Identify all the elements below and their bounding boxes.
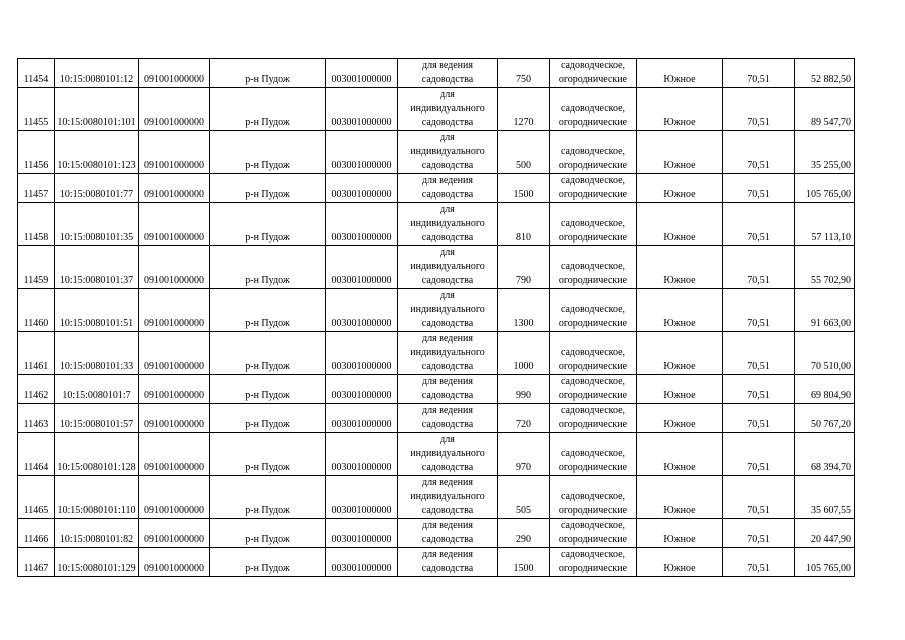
permitted-use-line: садоводства — [421, 390, 474, 401]
land-category-line: огороднические — [558, 318, 628, 329]
zone-name: Южное — [637, 88, 723, 131]
okato-code: 091001000000 — [139, 433, 210, 476]
land-category — [550, 246, 637, 289]
row-number: 11460 — [18, 289, 55, 332]
land-category-line: садоводческое, — [560, 405, 626, 416]
district-name: р-н Пудож — [210, 131, 326, 174]
oktmo-code: 003001000000 — [326, 131, 398, 174]
rate-value: 70,51 — [723, 375, 795, 404]
oktmo-code: 003001000000 — [326, 289, 398, 332]
permitted-use-line: для — [440, 434, 455, 445]
permitted-use — [398, 519, 498, 548]
cadastral-value: 57 113,10 — [795, 203, 855, 246]
table-row — [18, 88, 855, 131]
row-number: 11462 — [18, 375, 55, 404]
permitted-use-line: для ведения — [422, 549, 473, 560]
row-number: 11458 — [18, 203, 55, 246]
zone-name: Южное — [637, 332, 723, 375]
permitted-use — [398, 548, 498, 577]
oktmo-code: 003001000000 — [326, 59, 398, 88]
rate-value: 70,51 — [723, 131, 795, 174]
land-category-line: огороднические — [558, 74, 628, 85]
oktmo-code: 003001000000 — [326, 404, 398, 433]
land-category-line: садоводческое, — [560, 175, 626, 186]
table-body — [18, 59, 855, 577]
area-value: 1500 — [498, 548, 550, 577]
rate-value: 70,51 — [723, 246, 795, 289]
permitted-use-line: для ведения — [422, 376, 473, 387]
oktmo-code: 003001000000 — [326, 88, 398, 131]
land-category-line: садоводческое, — [560, 549, 626, 560]
cadastral-number: 10:15:0080101:35 — [55, 203, 139, 246]
row-number: 11459 — [18, 246, 55, 289]
permitted-use — [398, 174, 498, 203]
permitted-use-line: садоводства — [421, 232, 474, 243]
cadastral-value: 35 607,55 — [795, 476, 855, 519]
okato-code: 091001000000 — [139, 548, 210, 577]
zone-name: Южное — [637, 433, 723, 476]
land-category-line: огороднические — [558, 462, 628, 473]
row-number: 11465 — [18, 476, 55, 519]
permitted-use — [398, 203, 498, 246]
rate-value: 70,51 — [723, 289, 795, 332]
district-name: р-н Пудож — [210, 88, 326, 131]
area-value: 750 — [498, 59, 550, 88]
zone-name: Южное — [637, 289, 723, 332]
row-number: 11466 — [18, 519, 55, 548]
permitted-use-line: садоводства — [421, 318, 474, 329]
oktmo-code: 003001000000 — [326, 476, 398, 519]
land-category — [550, 332, 637, 375]
land-category — [550, 548, 637, 577]
district-name: р-н Пудож — [210, 59, 326, 88]
oktmo-code: 003001000000 — [326, 332, 398, 375]
permitted-use-line: для ведения — [422, 520, 473, 531]
okato-code: 091001000000 — [139, 131, 210, 174]
land-category-line: огороднические — [558, 160, 628, 171]
permitted-use — [398, 59, 498, 88]
area-value: 970 — [498, 433, 550, 476]
land-category-line: садоводческое, — [560, 146, 626, 157]
row-number: 11457 — [18, 174, 55, 203]
rate-value: 70,51 — [723, 404, 795, 433]
land-category-line: садоводческое, — [560, 60, 626, 71]
table-row — [18, 476, 855, 519]
row-number: 11454 — [18, 59, 55, 88]
area-value: 1270 — [498, 88, 550, 131]
land-category-line: огороднические — [558, 419, 628, 430]
permitted-use — [398, 375, 498, 404]
permitted-use-line: садоводства — [421, 189, 474, 200]
zone-name: Южное — [637, 246, 723, 289]
permitted-use — [398, 131, 498, 174]
cadastral-value: 68 394,70 — [795, 433, 855, 476]
district-name: р-н Пудож — [210, 433, 326, 476]
permitted-use-line: для ведения — [422, 60, 473, 71]
rate-value: 70,51 — [723, 59, 795, 88]
land-category — [550, 519, 637, 548]
district-name: р-н Пудож — [210, 375, 326, 404]
permitted-use-line: для ведения — [422, 333, 473, 344]
cadastral-number: 10:15:0080101:57 — [55, 404, 139, 433]
cadastral-value: 55 702,90 — [795, 246, 855, 289]
permitted-use-line: садоводства — [421, 534, 474, 545]
district-name: р-н Пудож — [210, 519, 326, 548]
table-row — [18, 433, 855, 476]
permitted-use — [398, 404, 498, 433]
permitted-use-line: садоводства — [421, 160, 474, 171]
land-category — [550, 88, 637, 131]
cadastral-number: 10:15:0080101:82 — [55, 519, 139, 548]
permitted-use-line: для ведения — [422, 405, 473, 416]
cadastral-value: 20 447,90 — [795, 519, 855, 548]
table-row — [18, 332, 855, 375]
area-value: 1300 — [498, 289, 550, 332]
permitted-use-line: индивидуального — [410, 103, 485, 114]
permitted-use-line: садоводства — [421, 275, 474, 286]
permitted-use-line: для — [440, 89, 455, 100]
area-value: 500 — [498, 131, 550, 174]
cadastral-value: 105 765,00 — [795, 548, 855, 577]
rate-value: 70,51 — [723, 519, 795, 548]
land-category-line: садоводческое, — [560, 261, 626, 272]
cadastral-number: 10:15:0080101:110 — [55, 476, 139, 519]
rate-value: 70,51 — [723, 548, 795, 577]
table-row — [18, 519, 855, 548]
land-parcel-table — [17, 58, 855, 577]
okato-code: 091001000000 — [139, 174, 210, 203]
oktmo-code: 003001000000 — [326, 375, 398, 404]
zone-name: Южное — [637, 203, 723, 246]
land-category — [550, 476, 637, 519]
land-category-line: огороднические — [558, 117, 628, 128]
zone-name: Южное — [637, 476, 723, 519]
cadastral-value: 91 663,00 — [795, 289, 855, 332]
row-number: 11463 — [18, 404, 55, 433]
district-name: р-н Пудож — [210, 404, 326, 433]
okato-code: 091001000000 — [139, 476, 210, 519]
permitted-use-line: для — [440, 132, 455, 143]
okato-code: 091001000000 — [139, 203, 210, 246]
oktmo-code: 003001000000 — [326, 433, 398, 476]
cadastral-value: 52 882,50 — [795, 59, 855, 88]
rate-value: 70,51 — [723, 174, 795, 203]
cadastral-number: 10:15:0080101:12 — [55, 59, 139, 88]
row-number: 11455 — [18, 88, 55, 131]
area-value: 1000 — [498, 332, 550, 375]
zone-name: Южное — [637, 404, 723, 433]
land-category-line: садоводческое, — [560, 491, 626, 502]
okato-code: 091001000000 — [139, 404, 210, 433]
table-row — [18, 404, 855, 433]
okato-code: 091001000000 — [139, 375, 210, 404]
permitted-use-line: индивидуального — [410, 491, 485, 502]
area-value: 810 — [498, 203, 550, 246]
permitted-use — [398, 289, 498, 332]
rate-value: 70,51 — [723, 203, 795, 246]
land-category-line: садоводческое, — [560, 376, 626, 387]
cadastral-number: 10:15:0080101:33 — [55, 332, 139, 375]
table-row — [18, 289, 855, 332]
oktmo-code: 003001000000 — [326, 548, 398, 577]
permitted-use-line: садоводства — [421, 505, 474, 516]
land-category — [550, 375, 637, 404]
permitted-use-line: садоводства — [421, 419, 474, 430]
land-category — [550, 433, 637, 476]
table-row — [18, 131, 855, 174]
okato-code: 091001000000 — [139, 519, 210, 548]
permitted-use-line: для — [440, 247, 455, 258]
land-category-line: огороднические — [558, 534, 628, 545]
permitted-use-line: индивидуального — [410, 347, 485, 358]
cadastral-number: 10:15:0080101:77 — [55, 174, 139, 203]
row-number: 11467 — [18, 548, 55, 577]
land-category-line: садоводческое, — [560, 218, 626, 229]
land-category — [550, 59, 637, 88]
oktmo-code: 003001000000 — [326, 519, 398, 548]
land-category-line: садоводческое, — [560, 304, 626, 315]
rate-value: 70,51 — [723, 88, 795, 131]
okato-code: 091001000000 — [139, 59, 210, 88]
area-value: 990 — [498, 375, 550, 404]
permitted-use-line: индивидуального — [410, 448, 485, 459]
okato-code: 091001000000 — [139, 332, 210, 375]
permitted-use-line: садоводства — [421, 462, 474, 473]
oktmo-code: 003001000000 — [326, 174, 398, 203]
oktmo-code: 003001000000 — [326, 203, 398, 246]
zone-name: Южное — [637, 131, 723, 174]
row-number: 11461 — [18, 332, 55, 375]
okato-code: 091001000000 — [139, 88, 210, 131]
oktmo-code: 003001000000 — [326, 246, 398, 289]
cadastral-number: 10:15:0080101:7 — [55, 375, 139, 404]
land-category-line: огороднические — [558, 275, 628, 286]
district-name: р-н Пудож — [210, 332, 326, 375]
table-row — [18, 174, 855, 203]
land-category-line: огороднические — [558, 232, 628, 243]
permitted-use-line: индивидуального — [410, 304, 485, 315]
area-value: 1500 — [498, 174, 550, 203]
permitted-use — [398, 332, 498, 375]
zone-name: Южное — [637, 174, 723, 203]
table-row — [18, 203, 855, 246]
permitted-use-line: индивидуального — [410, 261, 485, 272]
land-category-line: огороднические — [558, 563, 628, 574]
permitted-use — [398, 476, 498, 519]
okato-code: 091001000000 — [139, 246, 210, 289]
table-row — [18, 246, 855, 289]
land-category — [550, 174, 637, 203]
table-row — [18, 59, 855, 88]
cadastral-number: 10:15:0080101:123 — [55, 131, 139, 174]
land-category — [550, 131, 637, 174]
permitted-use-line: садоводства — [421, 563, 474, 574]
permitted-use — [398, 246, 498, 289]
district-name: р-н Пудож — [210, 289, 326, 332]
cadastral-number: 10:15:0080101:129 — [55, 548, 139, 577]
row-number: 11456 — [18, 131, 55, 174]
rate-value: 70,51 — [723, 332, 795, 375]
rate-value: 70,51 — [723, 476, 795, 519]
permitted-use-line: индивидуального — [410, 218, 485, 229]
district-name: р-н Пудож — [210, 476, 326, 519]
permitted-use-line: садоводства — [421, 361, 474, 372]
area-value: 720 — [498, 404, 550, 433]
permitted-use — [398, 88, 498, 131]
land-category-line: огороднические — [558, 505, 628, 516]
okato-code: 091001000000 — [139, 289, 210, 332]
area-value: 790 — [498, 246, 550, 289]
land-category-line: садоводческое, — [560, 520, 626, 531]
permitted-use-line: для — [440, 290, 455, 301]
zone-name: Южное — [637, 548, 723, 577]
zone-name: Южное — [637, 59, 723, 88]
land-category-line: огороднические — [558, 361, 628, 372]
area-value: 505 — [498, 476, 550, 519]
row-number: 11464 — [18, 433, 55, 476]
permitted-use-line: садоводства — [421, 117, 474, 128]
cadastral-number: 10:15:0080101:128 — [55, 433, 139, 476]
land-category — [550, 203, 637, 246]
cadastral-value: 69 804,90 — [795, 375, 855, 404]
land-category-line: огороднические — [558, 390, 628, 401]
land-category-line: садоводческое, — [560, 103, 626, 114]
zone-name: Южное — [637, 519, 723, 548]
permitted-use-line: для — [440, 204, 455, 215]
land-category-line: садоводческое, — [560, 448, 626, 459]
cadastral-number: 10:15:0080101:37 — [55, 246, 139, 289]
land-category-line: садоводческое, — [560, 347, 626, 358]
permitted-use-line: для ведения — [422, 175, 473, 186]
cadastral-number: 10:15:0080101:51 — [55, 289, 139, 332]
district-name: р-н Пудож — [210, 174, 326, 203]
zone-name: Южное — [637, 375, 723, 404]
district-name: р-н Пудож — [210, 246, 326, 289]
permitted-use — [398, 433, 498, 476]
cadastral-value: 50 767,20 — [795, 404, 855, 433]
table-row — [18, 375, 855, 404]
land-category — [550, 289, 637, 332]
land-category — [550, 404, 637, 433]
rate-value: 70,51 — [723, 433, 795, 476]
permitted-use-line: садоводства — [421, 74, 474, 85]
cadastral-value: 35 255,00 — [795, 131, 855, 174]
land-category-line: огороднические — [558, 189, 628, 200]
permitted-use-line: индивидуального — [410, 146, 485, 157]
district-name: р-н Пудож — [210, 548, 326, 577]
table-row — [18, 548, 855, 577]
cadastral-value: 89 547,70 — [795, 88, 855, 131]
cadastral-value: 70 510,00 — [795, 332, 855, 375]
permitted-use-line: для ведения — [422, 477, 473, 488]
cadastral-number: 10:15:0080101:101 — [55, 88, 139, 131]
area-value: 290 — [498, 519, 550, 548]
cadastral-value: 105 765,00 — [795, 174, 855, 203]
district-name: р-н Пудож — [210, 203, 326, 246]
